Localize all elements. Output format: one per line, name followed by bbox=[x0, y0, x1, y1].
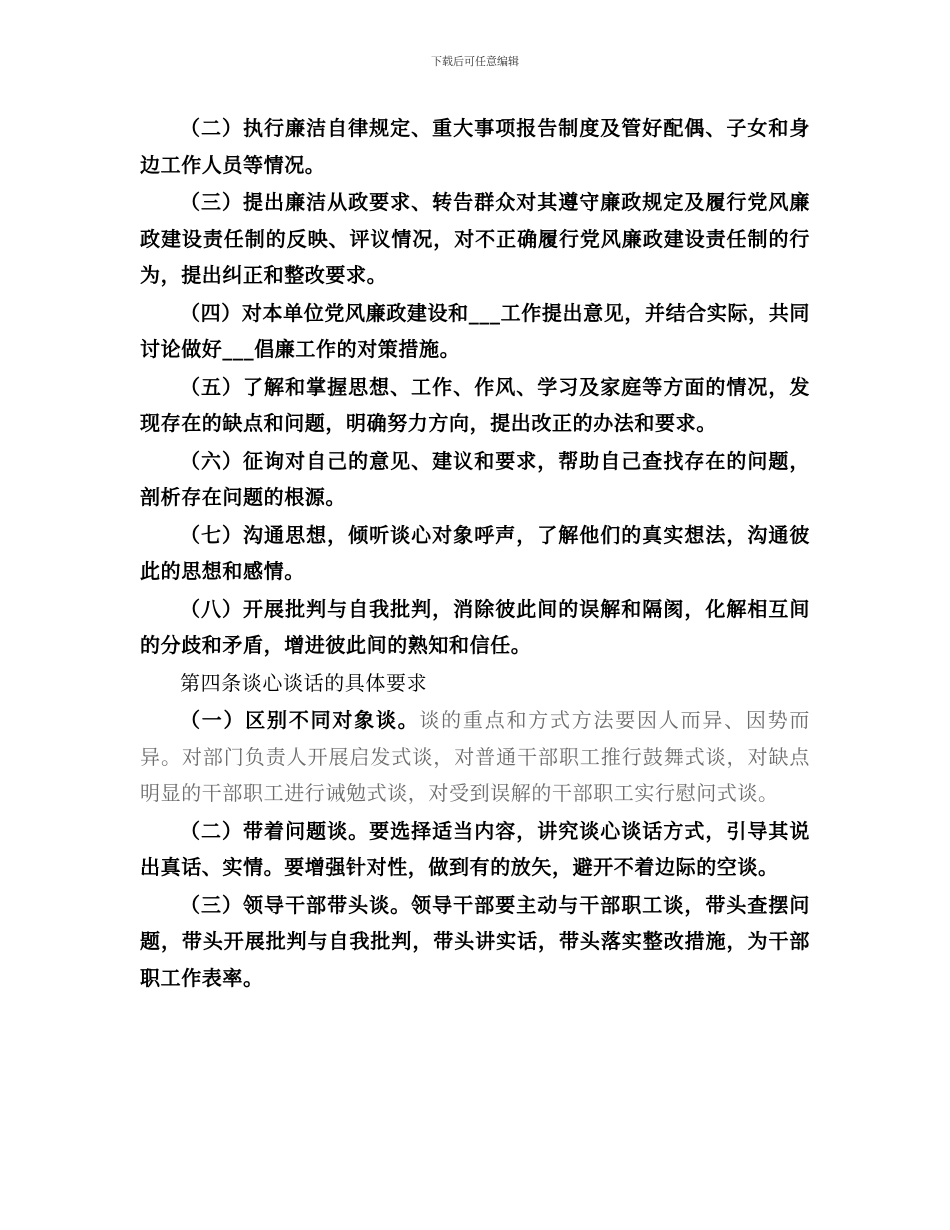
document-body bbox=[140, 110, 810, 996]
requirement-2: （二）带着问题谈。要选择适当内容，讲究谈心谈话方式，引导其说出真话、实情。要增强针对性，做到有的放矢，避开不着边际的空谈。 bbox=[140, 818, 810, 879]
paragraph-item-2: （二）执行廉洁自律规定、重大事项报告制度及管好配偶、子女和身边工作人员等情况。 bbox=[140, 116, 810, 177]
requirement-1 bbox=[140, 702, 810, 812]
requirement-3: （三）领导干部带头谈。领导干部要主动与干部职工谈，带头查摆问题，带头开展批判与自我批判，带头讲实话，带头落实整改措施，为干部职工作表率。 bbox=[140, 892, 810, 990]
paragraph-item-3: （三）提出廉洁从政要求、转告群众对其遵守廉政规定及履行党风廉政建设责任制的反映、评议情况，对不正确履行党风廉政建设责任制的行为，提出纠正和整改要求。 bbox=[140, 190, 810, 287]
paragraph-item-5: （五）了解和掌握思想、工作、作风、学习及家庭等方面的情况，发现存在的缺点和问题，明确努力方向，提出改正的办法和要求。 bbox=[140, 374, 810, 435]
paragraph-item-6: （六）征询对自己的意见、建议和要求，帮助自己查找存在的问题，剖析存在问题的根源。 bbox=[140, 448, 810, 509]
paragraph-item-8: （八）开展批判与自我批判，消除彼此间的误解和隔阂，化解相互间的分歧和矛盾，增进彼此间的熟知和信任。 bbox=[140, 596, 810, 657]
page-header-note: 下载后可任意编辑 bbox=[431, 55, 519, 68]
article-4-heading: 第四条谈心谈话的具体要求 bbox=[180, 670, 428, 695]
paragraph-item-4: （四）对本单位党风廉政建设和___工作提出意见，并结合实际，共同讨论做好___倡廉工作的对策措施。 bbox=[140, 300, 810, 361]
requirement-1-text: 谈的重点和方式方法要因人而异、因势而异。对部门负责人开展启发式谈，对普通干部职工推行鼓舞式谈，对缺点明显的干部职工进行诫勉式谈，对受到误解的干部职工实行慰问式谈。 bbox=[140, 708, 810, 805]
paragraph-item-7: （七）沟通思想，倾听谈心对象呼声，了解他们的真实想法，沟通彼此的思想和感情。 bbox=[140, 522, 810, 583]
requirement-1-heading: （一）区别不同对象谈。 bbox=[180, 708, 420, 732]
